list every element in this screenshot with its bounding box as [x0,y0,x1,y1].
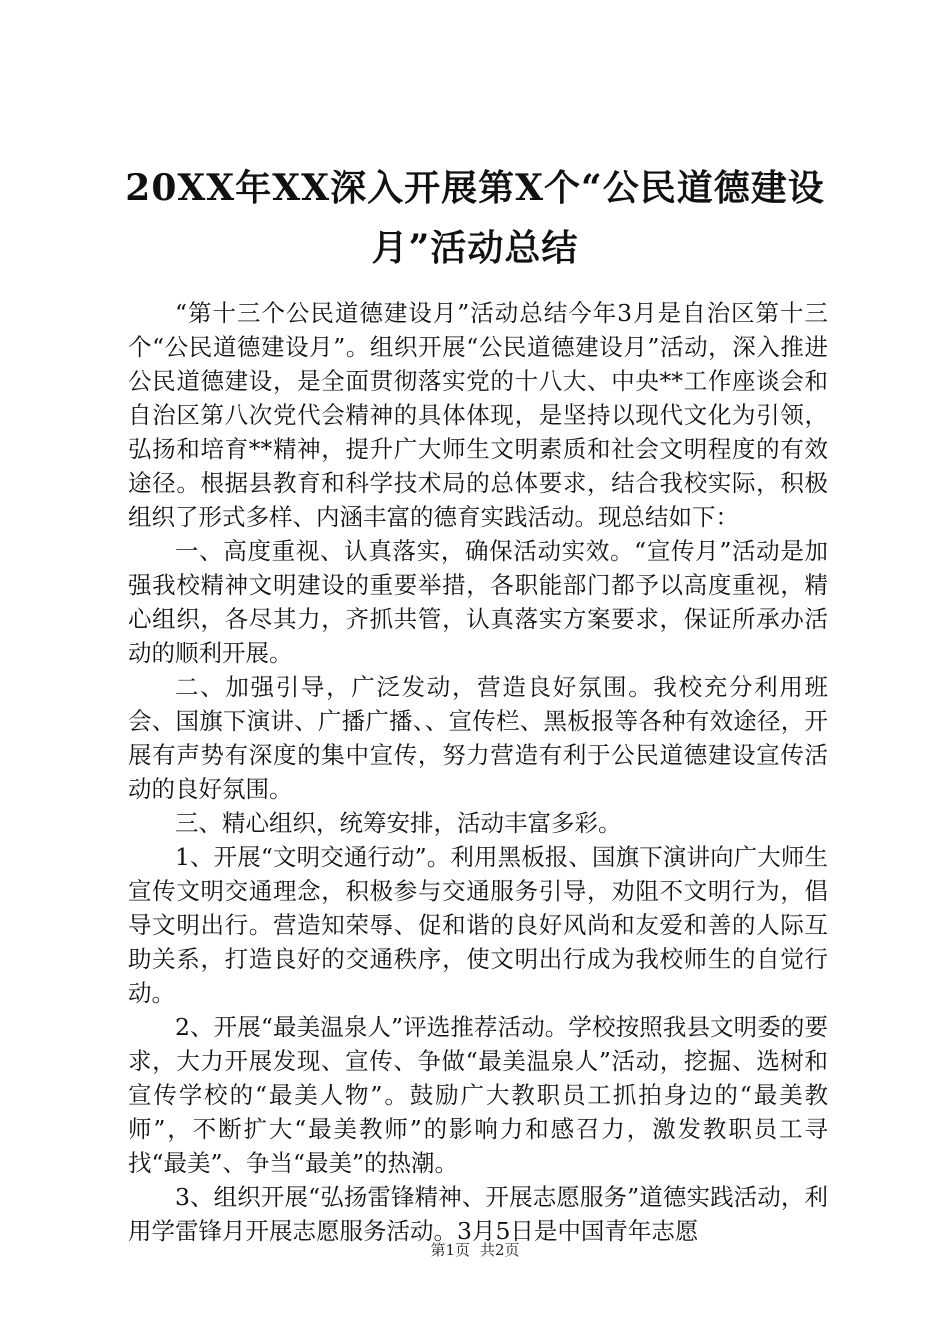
paragraph: 三、精心组织，统筹安排，活动丰富多彩。 [175,809,622,837]
document-body [128,296,828,1248]
paragraph: 2、开展“最美温泉人”评选推荐活动。学校按照我县文明委的要求，大力开展发现、宣传、争做“最美温泉人”活动，挖掘、选树和宣传学校的“最美人物”。鼓励广大教职员工抓拍身边的“最美教师”，不断扩大“最美教师”的影响力和感召力，激发教职员工寻找“最美”、争当“最美”的热潮。 [128,1013,828,1177]
page-total: 共2页 [480,1241,520,1259]
paragraph: 一、高度重视、认真落实，确保活动实效。“宣传月”活动是加强我校精神文明建设的重要举措，各职能部门都予以高度重视，精心组织，各尽其力，齐抓共管，认真落实方案要求，保证所承办活动的顺利开展。 [128,537,828,667]
paragraph: 二、加强引导，广泛发动，营造良好氛围。我校充分利用班会、国旗下演讲、广播广播、、宣传栏、黑板报等各种有效途径，开展有声势有深度的集中宣传，努力营造有利于公民道德建设宣传活动的良好氛围。 [128,673,828,803]
paragraph: “第十三个公民道德建设月”活动总结今年3月是自治区第十三个“公民道德建设月”。组织开展“公民道德建设月”活动，深入推进公民道德建设，是全面贯彻落实党的十八大、中央**工作座谈会和自治区第八次党代会精神的具体体现，是坚持以现代文化为引领，弘扬和培育**精神，提升广大师生文明素质和社会文明程度的有效途径。根据县教育和科学技术局的总体要求，结合我校实际，积极组织了形式多样、内涵丰富的德育实践活动。现总结如下： [128,299,828,531]
document-title: 20XX年XX深入开展第X个“公民道德建设月”活动总结 [125,167,825,269]
paragraph: 3、组织开展“弘扬雷锋精神、开展志愿服务”道德实践活动，利用学雷锋月开展志愿服务活动。3月5日是中国青年志愿 [128,1183,828,1245]
paragraph: 1、开展“文明交通行动”。利用黑板报、国旗下演讲向广大师生宣传文明交通理念，积极参与交通服务引导，劝阻不文明行为，倡导文明出行。营造知荣辱、促和谐的良好风尚和友爱和善的人际互助关系，打造良好的交通秩序，使文明出行成为我校师生的自觉行动。 [128,843,828,1007]
page-number: 第1页 [430,1241,470,1259]
page-footer [0,1240,950,1260]
